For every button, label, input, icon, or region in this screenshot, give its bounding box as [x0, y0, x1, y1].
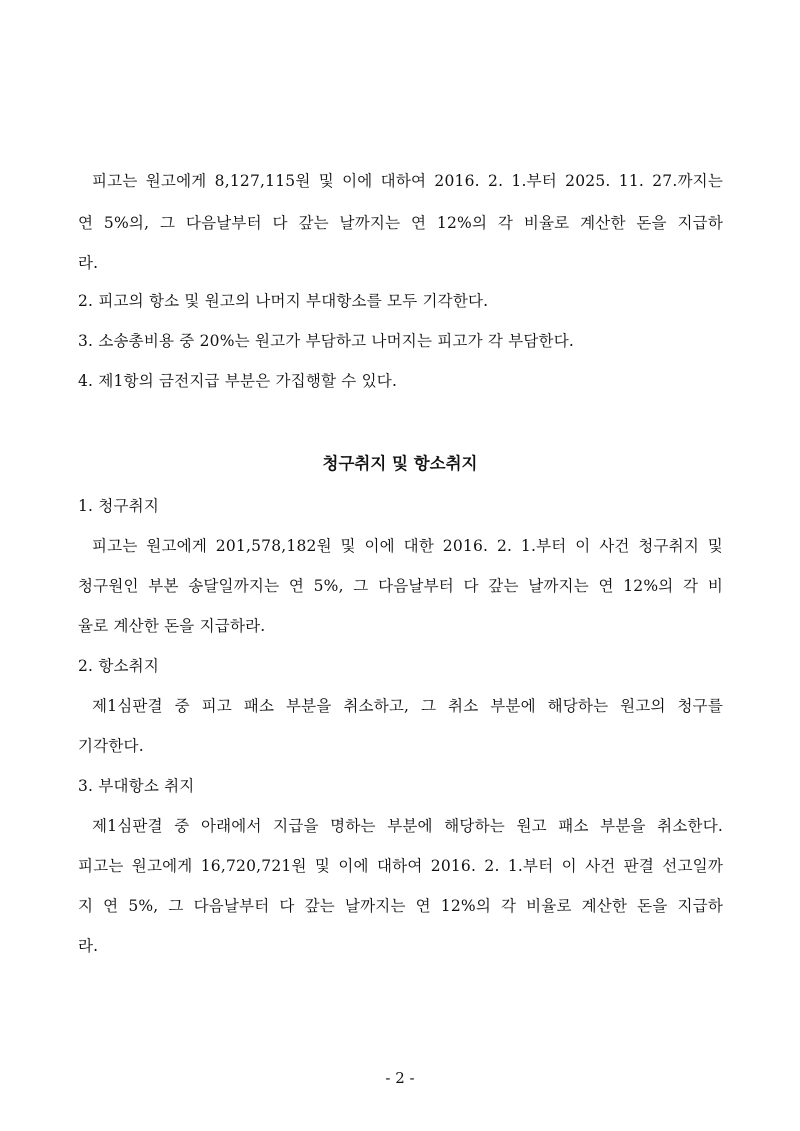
cross-appeal-heading: 3. 부대항소 취지	[78, 777, 195, 795]
page-number: - 2 -	[385, 1069, 415, 1087]
appeal-line1: 제1심판결 중 피고 패소 부분을 취소하고, 그 취소 부분에 해당하는 원고의 청구를	[92, 697, 723, 715]
judgment-item1-line1: 피고는 원고에게 8,127,115원 및 이에 대하여 2016. 2. 1.부터 2025. 11. 27.까지는	[92, 172, 723, 190]
cross-appeal-line3: 지 연 5%, 그 다음날부터 다 갚는 날까지는 연 12%의 각 비율로 계산한 돈을 지급하	[78, 897, 723, 915]
judgment-item4: 4. 제1항의 금전지급 부분은 가집행할 수 있다.	[78, 372, 398, 390]
cross-appeal-line2: 피고는 원고에게 16,720,721원 및 이에 대하여 2016. 2. 1.부터 이 사건 판결 선고일까	[78, 857, 723, 875]
claim-line2: 청구원인 부본 송달일까지는 연 5%, 그 다음날부터 다 갚는 날까지는 연 12%의 각 비	[78, 577, 723, 595]
judgment-item3: 3. 소송총비용 중 20%는 원고가 부담하고 나머지는 피고가 각 부담한다.	[78, 332, 575, 350]
section-title: 청구취지 및 항소취지	[322, 454, 478, 473]
claim-line1: 피고는 원고에게 201,578,182원 및 이에 대한 2016. 2. 1.부터 이 사건 청구취지 및	[92, 537, 723, 555]
appeal-heading: 2. 항소취지	[78, 657, 160, 675]
cross-appeal-line1: 제1심판결 중 아래에서 지급을 명하는 부분에 해당하는 원고 패소 부분을 취소한다.	[92, 817, 723, 835]
judgment-item2: 2. 피고의 항소 및 원고의 나머지 부대항소를 모두 기각한다.	[78, 292, 489, 310]
claim-line3: 율로 계산한 돈을 지급하라.	[78, 617, 266, 635]
cross-appeal-line4: 라.	[78, 937, 99, 955]
judgment-item1-line3: 라.	[78, 254, 99, 272]
judgment-item1-line2: 연 5%의, 그 다음날부터 다 갚는 날까지는 연 12%의 각 비율로 계산한 돈을 지급하	[78, 214, 723, 232]
appeal-line2: 기각한다.	[78, 737, 144, 755]
claim-heading: 1. 청구취지	[78, 497, 160, 515]
